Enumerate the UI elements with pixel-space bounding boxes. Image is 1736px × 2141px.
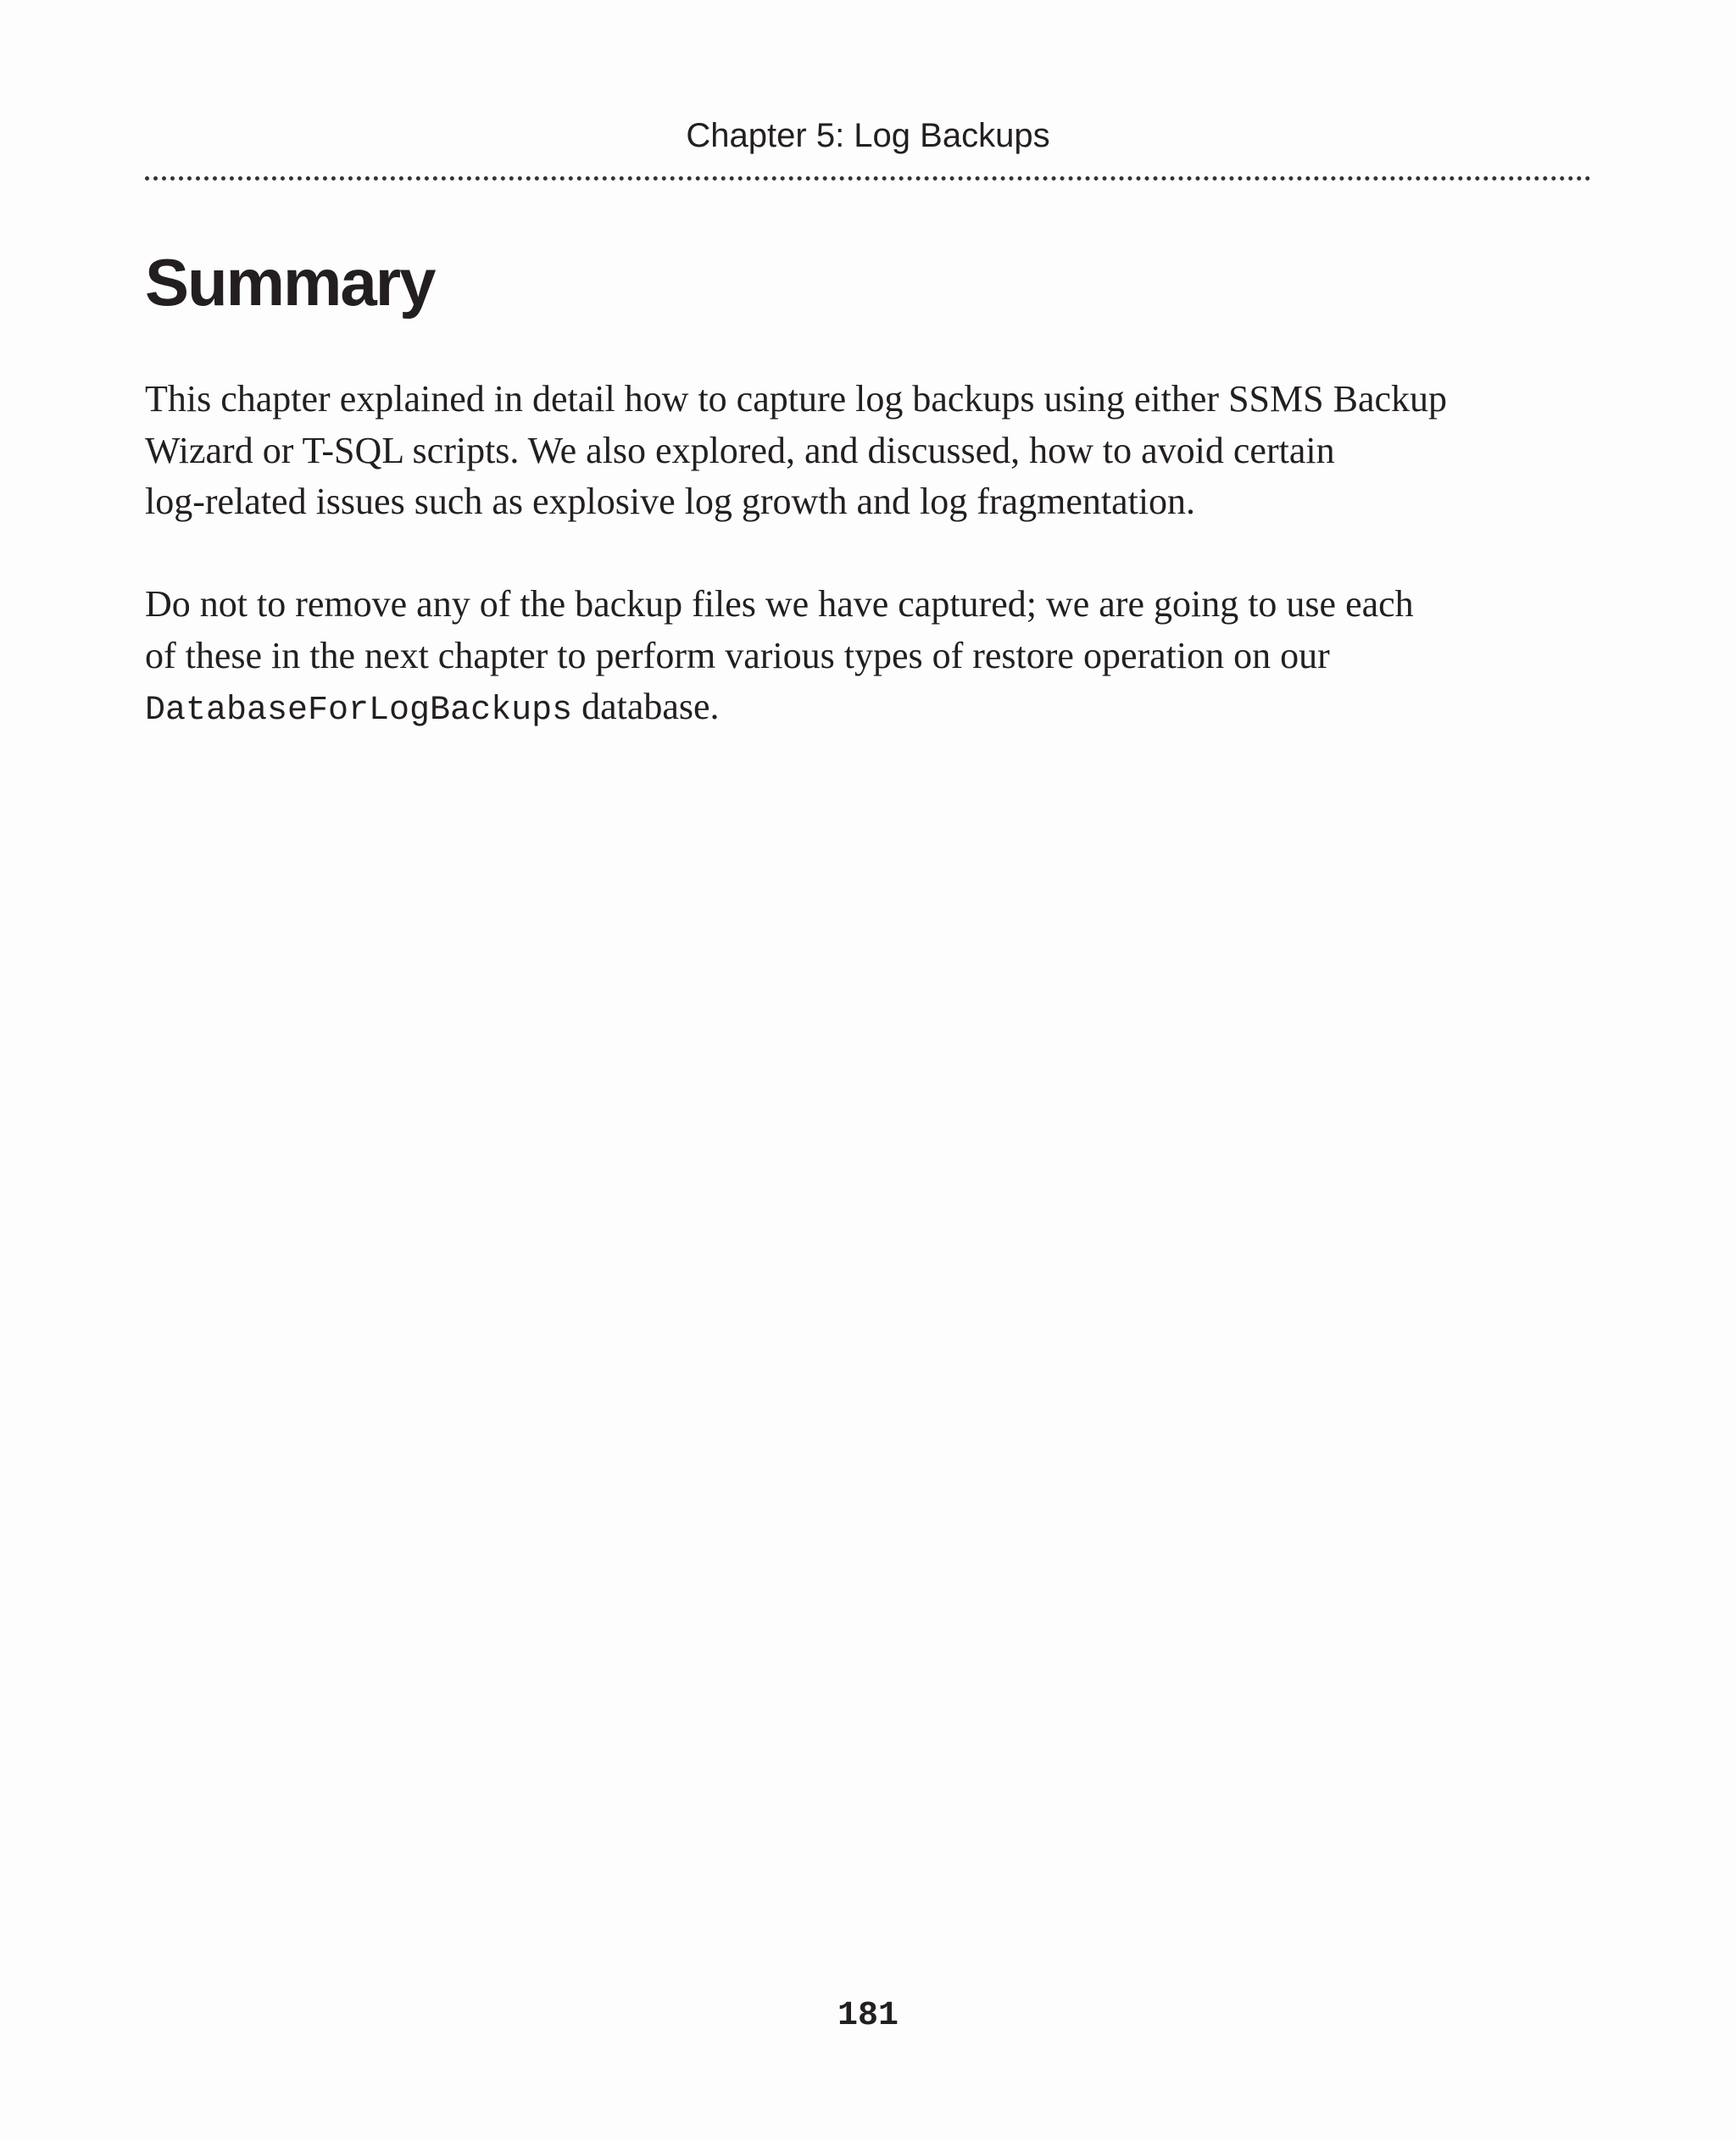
text-line: Do not to remove any of the backup files we have captured; we are going to use each (145, 583, 1414, 625)
text-line (145, 681, 1603, 737)
database-name-code: DatabaseForLogBackups (145, 692, 573, 730)
text-fragment: database. (572, 686, 720, 727)
summary-paragraph-1 (145, 374, 1603, 528)
summary-paragraph-2 (145, 579, 1603, 737)
running-header: Chapter 5: Log Backups (686, 117, 1050, 154)
section-title: Summary (145, 245, 435, 320)
page-number: 181 (837, 1997, 899, 2035)
text-line: Wizard or T-SQL scripts. We also explored, and discussed, how to avoid certain (145, 429, 1335, 471)
text-line: log-related issues such as explosive log growth and log fragmentation. (145, 481, 1196, 522)
text-line: This chapter explained in detail how to capture log backups using either SSMS Backup (145, 378, 1448, 420)
text-line: of these in the next chapter to perform various types of restore operation on our (145, 634, 1330, 676)
header-divider (145, 176, 1591, 181)
